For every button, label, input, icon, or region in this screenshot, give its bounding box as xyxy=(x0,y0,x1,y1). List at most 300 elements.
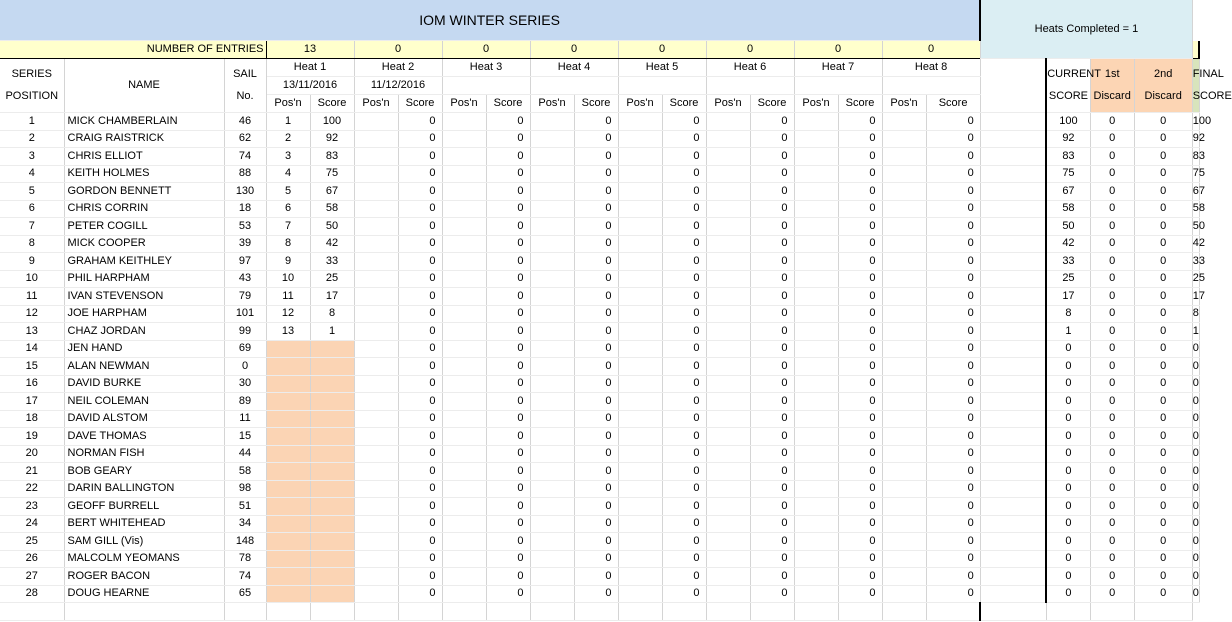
heat-4-score-cell[interactable]: 0 xyxy=(574,113,618,131)
heat-1-score-cell[interactable]: 33 xyxy=(310,253,354,271)
empty-cell[interactable] xyxy=(310,603,354,621)
heat-6-score-cell[interactable]: 0 xyxy=(750,515,794,533)
heat-6-score-cell[interactable]: 0 xyxy=(750,305,794,323)
heat-4-position-cell[interactable] xyxy=(530,200,574,218)
heat-5-score-cell[interactable]: 0 xyxy=(662,428,706,446)
heat-7-position-cell[interactable] xyxy=(794,130,838,148)
heat-3-score-cell[interactable]: 0 xyxy=(486,218,530,236)
heat-6-score-cell[interactable]: 0 xyxy=(750,183,794,201)
series-position-cell[interactable]: 22 xyxy=(0,480,64,498)
sail-number-cell[interactable]: 15 xyxy=(224,428,266,446)
series-position-cell[interactable]: 19 xyxy=(0,428,64,446)
heat-4-score-cell[interactable]: 0 xyxy=(574,200,618,218)
heat-7-position-cell[interactable] xyxy=(794,323,838,341)
heat-7-score-cell[interactable]: 0 xyxy=(838,130,882,148)
empty-cell[interactable] xyxy=(980,603,1046,621)
heat-2-score-cell[interactable]: 0 xyxy=(398,253,442,271)
name-cell[interactable]: DAVE THOMAS xyxy=(64,428,224,446)
heat-1-score-cell[interactable] xyxy=(310,358,354,376)
heat-5-score-cell[interactable]: 0 xyxy=(662,305,706,323)
heat-7-position-cell[interactable] xyxy=(794,148,838,166)
heat-6-score-cell[interactable]: 0 xyxy=(750,288,794,306)
heat-8-position-cell[interactable] xyxy=(882,463,926,481)
heat-4-score-cell[interactable]: 0 xyxy=(574,410,618,428)
heat-7-position-cell[interactable] xyxy=(794,498,838,516)
heat-1-score-cell[interactable]: 67 xyxy=(310,183,354,201)
heat-1-position-cell[interactable] xyxy=(266,463,310,481)
heat-1-position-cell[interactable] xyxy=(266,428,310,446)
heat-6-score-cell[interactable]: 0 xyxy=(750,463,794,481)
heat-7-score-cell[interactable]: 0 xyxy=(838,288,882,306)
heat-1-position-cell[interactable]: 4 xyxy=(266,165,310,183)
first-discard-cell[interactable]: 0 xyxy=(1090,393,1134,411)
current-score-cell[interactable]: 33 xyxy=(1046,253,1090,271)
heat-1-position-cell[interactable] xyxy=(266,515,310,533)
heat-1-score-cell[interactable]: 8 xyxy=(310,305,354,323)
heat-5-position-cell[interactable] xyxy=(618,515,662,533)
heat-7-position-cell[interactable] xyxy=(794,200,838,218)
final-score-cell[interactable]: 75 xyxy=(1192,165,1199,183)
heat-4-score-cell[interactable]: 0 xyxy=(574,130,618,148)
heat-7-position-cell[interactable] xyxy=(794,183,838,201)
heat-8-position-cell[interactable] xyxy=(882,323,926,341)
heat-4-score-cell[interactable]: 0 xyxy=(574,568,618,586)
second-discard-cell[interactable]: 0 xyxy=(1134,253,1192,271)
heat-2-score-cell[interactable]: 0 xyxy=(398,428,442,446)
heat-6-position-cell[interactable] xyxy=(706,113,750,131)
heat-7-score-cell[interactable]: 0 xyxy=(838,515,882,533)
heat-6-score-cell[interactable]: 0 xyxy=(750,200,794,218)
heat-8-score-cell[interactable]: 0 xyxy=(926,375,980,393)
final-score-cell[interactable]: 0 xyxy=(1192,463,1199,481)
heat-4-score-cell[interactable]: 0 xyxy=(574,183,618,201)
heat-4-position-cell[interactable] xyxy=(530,235,574,253)
empty-cell[interactable] xyxy=(706,603,750,621)
heat-5-position-cell[interactable] xyxy=(618,200,662,218)
heat-5-position-cell[interactable] xyxy=(618,410,662,428)
heat-6-score-cell[interactable]: 0 xyxy=(750,393,794,411)
sail-number-cell[interactable]: 51 xyxy=(224,498,266,516)
first-discard-cell[interactable]: 0 xyxy=(1090,323,1134,341)
second-discard-cell[interactable]: 0 xyxy=(1134,498,1192,516)
heat-2-score-cell[interactable]: 0 xyxy=(398,515,442,533)
current-score-cell[interactable]: 17 xyxy=(1046,288,1090,306)
heat-4-score-cell[interactable]: 0 xyxy=(574,463,618,481)
heat-8-score-cell[interactable]: 0 xyxy=(926,550,980,568)
heat-1-score-cell[interactable] xyxy=(310,480,354,498)
heat-8-score-cell[interactable]: 0 xyxy=(926,305,980,323)
first-discard-cell[interactable]: 0 xyxy=(1090,585,1134,603)
sail-number-cell[interactable]: 148 xyxy=(224,533,266,551)
heat-1-position-cell[interactable]: 7 xyxy=(266,218,310,236)
first-discard-cell[interactable]: 0 xyxy=(1090,270,1134,288)
series-position-cell[interactable]: 23 xyxy=(0,498,64,516)
heat-6-position-cell[interactable] xyxy=(706,323,750,341)
name-cell[interactable]: JEN HAND xyxy=(64,340,224,358)
heat-4-position-cell[interactable] xyxy=(530,550,574,568)
heat-8-position-cell[interactable] xyxy=(882,218,926,236)
first-discard-cell[interactable]: 0 xyxy=(1090,375,1134,393)
empty-cell[interactable] xyxy=(398,603,442,621)
final-score-cell[interactable]: 83 xyxy=(1192,148,1199,166)
heat-6-position-cell[interactable] xyxy=(706,218,750,236)
heat-7-score-cell[interactable]: 0 xyxy=(838,358,882,376)
name-cell[interactable]: KEITH HOLMES xyxy=(64,165,224,183)
heat-3-position-cell[interactable] xyxy=(442,270,486,288)
series-position-cell[interactable]: 18 xyxy=(0,410,64,428)
heat-3-score-cell[interactable]: 0 xyxy=(486,585,530,603)
current-score-cell[interactable]: 58 xyxy=(1046,200,1090,218)
heat-8-position-cell[interactable] xyxy=(882,183,926,201)
first-discard-cell[interactable]: 0 xyxy=(1090,200,1134,218)
heat-2-score-cell[interactable]: 0 xyxy=(398,445,442,463)
empty-cell[interactable] xyxy=(750,603,794,621)
current-score-cell[interactable]: 0 xyxy=(1046,515,1090,533)
heat-1-score-cell[interactable] xyxy=(310,463,354,481)
heat-2-score-cell[interactable]: 0 xyxy=(398,568,442,586)
heat-4-score-cell[interactable]: 0 xyxy=(574,305,618,323)
heat-2-score-cell[interactable]: 0 xyxy=(398,113,442,131)
heat-2-position-cell[interactable] xyxy=(354,270,398,288)
second-discard-cell[interactable]: 0 xyxy=(1134,235,1192,253)
series-position-cell[interactable]: 28 xyxy=(0,585,64,603)
current-score-cell[interactable]: 0 xyxy=(1046,585,1090,603)
second-discard-cell[interactable]: 0 xyxy=(1134,533,1192,551)
second-discard-cell[interactable]: 0 xyxy=(1134,375,1192,393)
current-score-cell[interactable]: 0 xyxy=(1046,568,1090,586)
heat-7-position-cell[interactable] xyxy=(794,113,838,131)
heat-6-score-cell[interactable]: 0 xyxy=(750,375,794,393)
second-discard-cell[interactable]: 0 xyxy=(1134,340,1192,358)
heat-3-score-cell[interactable]: 0 xyxy=(486,375,530,393)
heat-3-position-cell[interactable] xyxy=(442,498,486,516)
final-score-cell[interactable]: 42 xyxy=(1192,235,1199,253)
sail-number-cell[interactable]: 88 xyxy=(224,165,266,183)
heat-8-score-cell[interactable]: 0 xyxy=(926,498,980,516)
heat-6-position-cell[interactable] xyxy=(706,410,750,428)
heat-8-position-cell[interactable] xyxy=(882,550,926,568)
final-score-cell[interactable]: 25 xyxy=(1192,270,1199,288)
heat-7-score-cell[interactable]: 0 xyxy=(838,235,882,253)
series-position-cell[interactable]: 14 xyxy=(0,340,64,358)
heat-4-position-cell[interactable] xyxy=(530,533,574,551)
heat-4-score-cell[interactable]: 0 xyxy=(574,393,618,411)
heat-3-score-cell[interactable]: 0 xyxy=(486,533,530,551)
heat-1-position-cell[interactable] xyxy=(266,358,310,376)
heat-3-position-cell[interactable] xyxy=(442,515,486,533)
heat-1-position-cell[interactable]: 8 xyxy=(266,235,310,253)
heat-1-position-cell[interactable]: 1 xyxy=(266,113,310,131)
heat-1-score-cell[interactable] xyxy=(310,533,354,551)
sail-number-cell[interactable]: 39 xyxy=(224,235,266,253)
empty-cell[interactable] xyxy=(354,603,398,621)
heat-1-position-cell[interactable] xyxy=(266,410,310,428)
heat-5-score-cell[interactable]: 0 xyxy=(662,253,706,271)
heat-1-position-cell[interactable] xyxy=(266,533,310,551)
final-score-cell[interactable]: 50 xyxy=(1192,218,1199,236)
heat-3-position-cell[interactable] xyxy=(442,305,486,323)
heat-1-score-cell[interactable] xyxy=(310,568,354,586)
heat-7-score-cell[interactable]: 0 xyxy=(838,393,882,411)
heat-1-position-cell[interactable] xyxy=(266,498,310,516)
heat-4-position-cell[interactable] xyxy=(530,165,574,183)
heat-2-position-cell[interactable] xyxy=(354,340,398,358)
heat-6-position-cell[interactable] xyxy=(706,533,750,551)
heat-5-position-cell[interactable] xyxy=(618,585,662,603)
heat-5-position-cell[interactable] xyxy=(618,323,662,341)
heat-1-position-cell[interactable]: 6 xyxy=(266,200,310,218)
heat-1-position-cell[interactable]: 11 xyxy=(266,288,310,306)
heat-1-score-cell[interactable]: 1 xyxy=(310,323,354,341)
heat-3-position-cell[interactable] xyxy=(442,323,486,341)
current-score-cell[interactable]: 0 xyxy=(1046,375,1090,393)
first-discard-cell[interactable]: 0 xyxy=(1090,183,1134,201)
heat-6-position-cell[interactable] xyxy=(706,463,750,481)
heat-2-score-cell[interactable]: 0 xyxy=(398,200,442,218)
current-score-cell[interactable]: 0 xyxy=(1046,410,1090,428)
heat-5-position-cell[interactable] xyxy=(618,130,662,148)
heat-5-position-cell[interactable] xyxy=(618,165,662,183)
second-discard-cell[interactable]: 0 xyxy=(1134,130,1192,148)
heat-1-position-cell[interactable] xyxy=(266,550,310,568)
heat-1-score-cell[interactable] xyxy=(310,428,354,446)
final-score-cell[interactable]: 0 xyxy=(1192,358,1199,376)
heat-3-score-cell[interactable]: 0 xyxy=(486,305,530,323)
heat-2-score-cell[interactable]: 0 xyxy=(398,165,442,183)
heat-5-score-cell[interactable]: 0 xyxy=(662,533,706,551)
heat-4-score-cell[interactable]: 0 xyxy=(574,165,618,183)
heat-4-score-cell[interactable]: 0 xyxy=(574,480,618,498)
name-cell[interactable]: NORMAN FISH xyxy=(64,445,224,463)
heat-5-score-cell[interactable]: 0 xyxy=(662,130,706,148)
heat-5-score-cell[interactable]: 0 xyxy=(662,393,706,411)
second-discard-cell[interactable]: 0 xyxy=(1134,428,1192,446)
empty-cell[interactable] xyxy=(266,603,310,621)
heat-5-score-cell[interactable]: 0 xyxy=(662,323,706,341)
first-discard-cell[interactable]: 0 xyxy=(1090,113,1134,131)
heat-5-score-cell[interactable]: 0 xyxy=(662,235,706,253)
heat-7-position-cell[interactable] xyxy=(794,445,838,463)
heat-8-score-cell[interactable]: 0 xyxy=(926,200,980,218)
final-score-cell[interactable]: 0 xyxy=(1192,375,1199,393)
heat-6-score-cell[interactable]: 0 xyxy=(750,585,794,603)
heat-4-position-cell[interactable] xyxy=(530,148,574,166)
empty-cell[interactable] xyxy=(618,603,662,621)
final-score-cell[interactable]: 67 xyxy=(1192,183,1199,201)
final-score-cell[interactable]: 0 xyxy=(1192,480,1199,498)
empty-cell[interactable] xyxy=(926,603,980,621)
heat-8-score-cell[interactable]: 0 xyxy=(926,480,980,498)
name-cell[interactable]: CHAZ JORDAN xyxy=(64,323,224,341)
heat-3-position-cell[interactable] xyxy=(442,358,486,376)
heat-3-score-cell[interactable]: 0 xyxy=(486,288,530,306)
heat-6-score-cell[interactable]: 0 xyxy=(750,550,794,568)
final-score-cell[interactable]: 0 xyxy=(1192,585,1199,603)
series-position-cell[interactable]: 8 xyxy=(0,235,64,253)
heat-8-position-cell[interactable] xyxy=(882,340,926,358)
current-score-cell[interactable]: 0 xyxy=(1046,480,1090,498)
final-score-cell[interactable]: 0 xyxy=(1192,340,1199,358)
name-cell[interactable]: CRAIG RAISTRICK xyxy=(64,130,224,148)
heat-8-score-cell[interactable]: 0 xyxy=(926,428,980,446)
current-score-cell[interactable]: 0 xyxy=(1046,340,1090,358)
series-position-cell[interactable]: 20 xyxy=(0,445,64,463)
heat-6-score-cell[interactable]: 0 xyxy=(750,253,794,271)
heat-6-score-cell[interactable]: 0 xyxy=(750,165,794,183)
current-score-cell[interactable]: 0 xyxy=(1046,498,1090,516)
second-discard-cell[interactable]: 0 xyxy=(1134,113,1192,131)
empty-cell[interactable] xyxy=(224,603,266,621)
heat-8-score-cell[interactable]: 0 xyxy=(926,288,980,306)
heat-3-position-cell[interactable] xyxy=(442,130,486,148)
heat-5-score-cell[interactable]: 0 xyxy=(662,463,706,481)
heat-7-score-cell[interactable]: 0 xyxy=(838,218,882,236)
current-score-cell[interactable]: 1 xyxy=(1046,323,1090,341)
heat-4-score-cell[interactable]: 0 xyxy=(574,498,618,516)
series-position-cell[interactable]: 24 xyxy=(0,515,64,533)
heat-4-position-cell[interactable] xyxy=(530,410,574,428)
heat-4-score-cell[interactable]: 0 xyxy=(574,515,618,533)
heat-2-score-cell[interactable]: 0 xyxy=(398,393,442,411)
heat-2-score-cell[interactable]: 0 xyxy=(398,533,442,551)
sail-number-cell[interactable]: 43 xyxy=(224,270,266,288)
heat-8-score-cell[interactable]: 0 xyxy=(926,113,980,131)
second-discard-cell[interactable]: 0 xyxy=(1134,445,1192,463)
heat-3-score-cell[interactable]: 0 xyxy=(486,200,530,218)
heat-5-position-cell[interactable] xyxy=(618,550,662,568)
heat-8-score-cell[interactable]: 0 xyxy=(926,218,980,236)
sail-number-cell[interactable]: 74 xyxy=(224,148,266,166)
first-discard-cell[interactable]: 0 xyxy=(1090,130,1134,148)
series-position-cell[interactable]: 12 xyxy=(0,305,64,323)
heat-6-score-cell[interactable]: 0 xyxy=(750,428,794,446)
heat-4-position-cell[interactable] xyxy=(530,375,574,393)
series-position-cell[interactable]: 17 xyxy=(0,393,64,411)
heat-6-position-cell[interactable] xyxy=(706,183,750,201)
second-discard-cell[interactable]: 0 xyxy=(1134,358,1192,376)
empty-cell[interactable] xyxy=(662,603,706,621)
second-discard-cell[interactable]: 0 xyxy=(1134,550,1192,568)
final-score-cell[interactable]: 0 xyxy=(1192,515,1199,533)
heat-6-score-cell[interactable]: 0 xyxy=(750,340,794,358)
heat-3-position-cell[interactable] xyxy=(442,253,486,271)
heat-8-position-cell[interactable] xyxy=(882,270,926,288)
first-discard-cell[interactable]: 0 xyxy=(1090,410,1134,428)
heat-3-score-cell[interactable]: 0 xyxy=(486,463,530,481)
heat-1-score-cell[interactable] xyxy=(310,550,354,568)
heat-4-score-cell[interactable]: 0 xyxy=(574,148,618,166)
heat-7-position-cell[interactable] xyxy=(794,375,838,393)
name-cell[interactable]: MICK COOPER xyxy=(64,235,224,253)
heat-7-score-cell[interactable]: 0 xyxy=(838,183,882,201)
current-score-cell[interactable]: 75 xyxy=(1046,165,1090,183)
first-discard-cell[interactable]: 0 xyxy=(1090,445,1134,463)
heat-2-score-cell[interactable]: 0 xyxy=(398,375,442,393)
heat-5-score-cell[interactable]: 0 xyxy=(662,200,706,218)
heat-8-score-cell[interactable]: 0 xyxy=(926,323,980,341)
heat-2-score-cell[interactable]: 0 xyxy=(398,288,442,306)
heat-4-position-cell[interactable] xyxy=(530,323,574,341)
heat-7-position-cell[interactable] xyxy=(794,428,838,446)
heat-6-position-cell[interactable] xyxy=(706,550,750,568)
heat-4-score-cell[interactable]: 0 xyxy=(574,218,618,236)
empty-cell[interactable] xyxy=(1046,603,1090,621)
heat-5-position-cell[interactable] xyxy=(618,340,662,358)
heat-2-position-cell[interactable] xyxy=(354,515,398,533)
heat-1-score-cell[interactable] xyxy=(310,445,354,463)
empty-cell[interactable] xyxy=(1134,603,1192,621)
heat-5-score-cell[interactable]: 0 xyxy=(662,148,706,166)
heat-8-position-cell[interactable] xyxy=(882,568,926,586)
heat-2-position-cell[interactable] xyxy=(354,253,398,271)
heat-2-position-cell[interactable] xyxy=(354,165,398,183)
heat-8-position-cell[interactable] xyxy=(882,305,926,323)
heat-8-score-cell[interactable]: 0 xyxy=(926,410,980,428)
heat-8-score-cell[interactable]: 0 xyxy=(926,568,980,586)
heat-1-score-cell[interactable]: 42 xyxy=(310,235,354,253)
heat-8-score-cell[interactable]: 0 xyxy=(926,585,980,603)
heat-1-position-cell[interactable]: 13 xyxy=(266,323,310,341)
heat-8-score-cell[interactable]: 0 xyxy=(926,445,980,463)
sail-number-cell[interactable]: 65 xyxy=(224,585,266,603)
heat-8-position-cell[interactable] xyxy=(882,130,926,148)
heat-5-position-cell[interactable] xyxy=(618,270,662,288)
name-cell[interactable]: BOB GEARY xyxy=(64,463,224,481)
heat-7-score-cell[interactable]: 0 xyxy=(838,113,882,131)
heat-2-score-cell[interactable]: 0 xyxy=(398,480,442,498)
heat-6-position-cell[interactable] xyxy=(706,235,750,253)
final-score-cell[interactable]: 0 xyxy=(1192,428,1199,446)
heat-3-score-cell[interactable]: 0 xyxy=(486,393,530,411)
current-score-cell[interactable]: 0 xyxy=(1046,393,1090,411)
heat-4-score-cell[interactable]: 0 xyxy=(574,428,618,446)
heat-7-score-cell[interactable]: 0 xyxy=(838,148,882,166)
heat-7-position-cell[interactable] xyxy=(794,253,838,271)
heat-1-position-cell[interactable] xyxy=(266,393,310,411)
heat-6-score-cell[interactable]: 0 xyxy=(750,480,794,498)
heat-2-score-cell[interactable]: 0 xyxy=(398,585,442,603)
heat-5-position-cell[interactable] xyxy=(618,498,662,516)
sail-number-cell[interactable]: 130 xyxy=(224,183,266,201)
heat-7-score-cell[interactable]: 0 xyxy=(838,270,882,288)
heat-6-score-cell[interactable]: 0 xyxy=(750,410,794,428)
heat-6-position-cell[interactable] xyxy=(706,200,750,218)
heat-2-score-cell[interactable]: 0 xyxy=(398,410,442,428)
heat-5-score-cell[interactable]: 0 xyxy=(662,113,706,131)
name-cell[interactable]: PETER COGILL xyxy=(64,218,224,236)
heat-6-position-cell[interactable] xyxy=(706,340,750,358)
heat-7-position-cell[interactable] xyxy=(794,358,838,376)
heat-4-score-cell[interactable]: 0 xyxy=(574,323,618,341)
first-discard-cell[interactable]: 0 xyxy=(1090,498,1134,516)
heat-3-position-cell[interactable] xyxy=(442,533,486,551)
heat-2-position-cell[interactable] xyxy=(354,200,398,218)
first-discard-cell[interactable]: 0 xyxy=(1090,253,1134,271)
first-discard-cell[interactable]: 0 xyxy=(1090,568,1134,586)
sail-number-cell[interactable]: 101 xyxy=(224,305,266,323)
heat-3-position-cell[interactable] xyxy=(442,445,486,463)
heat-3-position-cell[interactable] xyxy=(442,410,486,428)
heat-8-position-cell[interactable] xyxy=(882,480,926,498)
heat-4-score-cell[interactable]: 0 xyxy=(574,533,618,551)
current-score-cell[interactable]: 0 xyxy=(1046,445,1090,463)
second-discard-cell[interactable]: 0 xyxy=(1134,568,1192,586)
heat-2-position-cell[interactable] xyxy=(354,498,398,516)
series-position-cell[interactable]: 5 xyxy=(0,183,64,201)
heat-4-score-cell[interactable]: 0 xyxy=(574,340,618,358)
heat-4-score-cell[interactable]: 0 xyxy=(574,375,618,393)
heat-5-score-cell[interactable]: 0 xyxy=(662,498,706,516)
